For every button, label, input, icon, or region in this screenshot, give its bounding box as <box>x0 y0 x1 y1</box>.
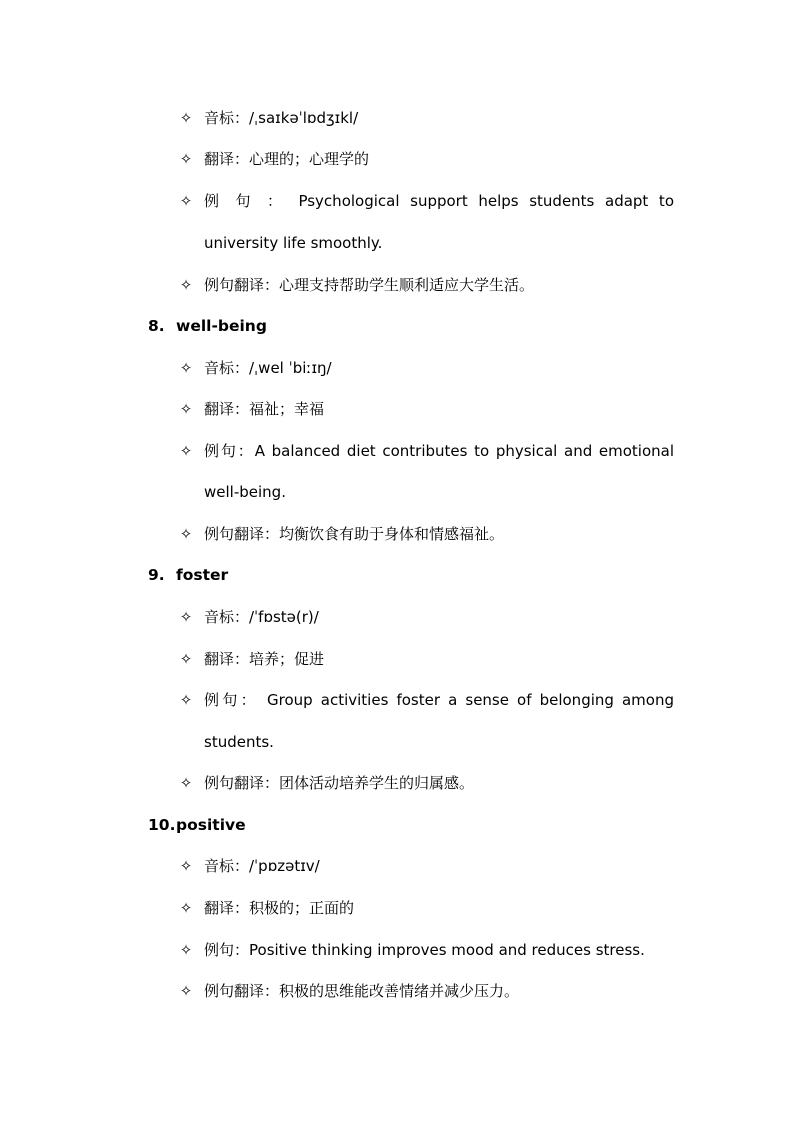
example-translation-text: 例句翻译：积极的思维能改善情绪并减少压力。 <box>204 982 520 1000</box>
translation-text: 翻译：积极的；正面的 <box>204 899 355 917</box>
bullet-icon: ✧ <box>179 857 193 875</box>
word-heading <box>148 813 246 837</box>
bullet-icon: ✧ <box>179 941 193 959</box>
example-translation-text: 例句翻译：心理支持帮助学生顺利适应大学生活。 <box>204 276 535 294</box>
example-text: 例 句 ： Psychological support helps students adapt to <box>204 192 674 210</box>
word-heading <box>148 314 267 338</box>
bullet-icon: ✧ <box>179 899 193 917</box>
example-text-continued: students. <box>204 733 274 751</box>
phonetic-text: 音标：/ˈpɒzətɪv/ <box>204 857 320 875</box>
bullet-icon: ✧ <box>179 650 193 668</box>
word-title: well-being <box>176 317 267 335</box>
bullet-icon: ✧ <box>179 982 193 1000</box>
bullet-icon: ✧ <box>179 525 193 543</box>
phonetic-text: 音标：/ˈfɒstə(r)/ <box>204 608 319 626</box>
bullet-icon: ✧ <box>179 192 193 210</box>
translation-text: 翻译：培养；促进 <box>204 650 325 668</box>
example-translation-text: 例句翻译：均衡饮食有助于身体和情感福祉。 <box>204 525 505 543</box>
bullet-icon: ✧ <box>179 276 193 294</box>
bullet-icon: ✧ <box>179 150 193 168</box>
phonetic-text: 音标：/ˌsaɪkəˈlɒdʒɪkl/ <box>204 109 359 127</box>
word-number: 9. <box>148 566 165 584</box>
word-heading <box>148 563 228 587</box>
translation-text: 翻译：心理的；心理学的 <box>204 150 370 168</box>
example-text: 例句：Positive thinking improves mood and reduces stress. <box>204 941 645 959</box>
bullet-icon: ✧ <box>179 359 193 377</box>
phonetic-text: 音标：/ˌwel ˈbiːɪŋ/ <box>204 359 332 377</box>
bullet-icon: ✧ <box>179 109 193 127</box>
bullet-icon: ✧ <box>179 691 193 709</box>
word-number: 8. <box>148 317 165 335</box>
example-text-continued: well-being. <box>204 483 286 501</box>
example-text: 例句： Group activities foster a sense of belonging among <box>204 691 674 709</box>
bullet-icon: ✧ <box>179 442 193 460</box>
example-text-continued: university life smoothly. <box>204 234 383 252</box>
bullet-icon: ✧ <box>179 774 193 792</box>
bullet-icon: ✧ <box>179 608 193 626</box>
translation-text: 翻译：福祉；幸福 <box>204 400 325 418</box>
word-title: positive <box>176 816 246 834</box>
example-translation-text: 例句翻译：团体活动培养学生的归属感。 <box>204 774 475 792</box>
word-title: foster <box>176 566 229 584</box>
word-number: 10. <box>148 816 176 834</box>
bullet-icon: ✧ <box>179 400 193 418</box>
example-text: 例句：A balanced diet contributes to physical and emotional <box>204 442 674 460</box>
